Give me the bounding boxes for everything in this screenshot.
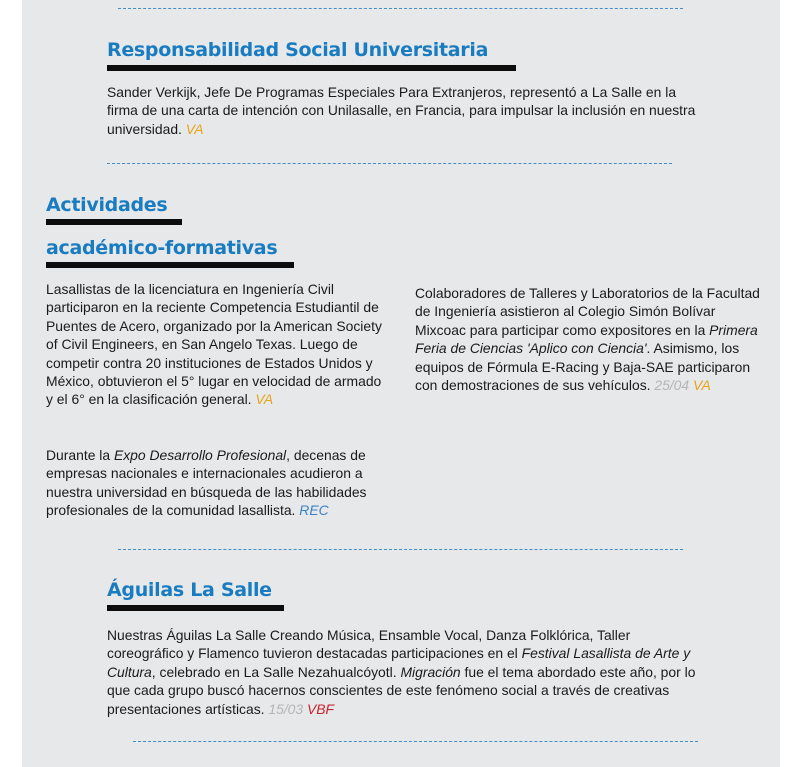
aguilas-text-middle: , celebrado en La Salle Nezahualcóyotl. (151, 663, 397, 680)
aguilas-emphasis-festival: Festival Lasallista de Arte y Cultura (107, 645, 691, 680)
actividades-item-talleres (415, 284, 767, 394)
item-text-after: , decenas de empresas nacionales e internacionales acudieron a nuestra universidad en búsqueda de las habilidades profesionales de la comunidad lasallista. (46, 447, 367, 519)
section-title-aguilas: Águilas La Salle (107, 579, 272, 601)
date-label: 15/03 (268, 700, 304, 717)
item-text-before: Colaboradores de Talleres y Laboratorios de la Facultad de Ingeniería asistieron al Colegio Simón Bolívar Mixcoac para participar como expositores en la (415, 285, 760, 338)
item-text-after: . Asimismo, los equipos de Fórmula E-Racing y Baja-SAE participaron con demostraciones de sus vehículos. (415, 340, 751, 394)
section-title-actividades-line2: académico-formativas (46, 237, 278, 259)
rsu-paragraph (107, 83, 697, 138)
author-tag: VBF (307, 700, 335, 717)
aguilas-text-after: fue el tema abordado este año, por lo que cada grupo buscó hacernos conscientes de este fenómeno social a través de creativas presentaciones artísticas. (107, 663, 696, 717)
title-underline (46, 262, 294, 268)
section-title-rsu: Responsabilidad Social Universitaria (107, 39, 489, 61)
aguilas-paragraph (107, 626, 697, 718)
divider (118, 549, 683, 550)
divider (107, 163, 672, 164)
item-text-before: Durante la (46, 447, 111, 463)
author-tag: VA (255, 391, 274, 408)
item-emphasis: Primera Feria de Ciencias 'Aplico con Ciencia' (415, 321, 758, 357)
title-underline (107, 605, 284, 611)
aguilas-emphasis-migracion: Migración (400, 663, 461, 680)
author-tag: VA (185, 120, 204, 137)
actividades-item-ingenieria-civil (46, 280, 390, 409)
item-text: Lasallistas de la licenciatura en Ingeniería Civil participaron en la reciente Competencia Estudiantil de Puentes de Acero, organizado por la American Society of Civil Engineers, en San Angelo Texas. Luego de competir contra 20 instituciones de Estados Unidos y México, obtuvieron el 5° lugar en velocidad de armado y el 6° en la clasificación general. (46, 281, 382, 408)
rsu-text: Sander Verkijk, Jefe De Programas Especiales Para Extranjeros, representó a La Salle en la firma de una carta de intención con Unilasalle, en Francia, para impulsar la inclusión en nuestra universidad. (107, 84, 696, 137)
item-emphasis: Expo Desarrollo Profesional (113, 447, 287, 463)
author-tag: REC (299, 502, 329, 519)
actividades-item-expo (46, 446, 390, 520)
divider (133, 741, 698, 742)
divider (118, 8, 683, 9)
title-underline (107, 65, 516, 71)
section-title-actividades-line1: Actividades (46, 194, 168, 216)
author-tag: VA (692, 377, 711, 394)
date-label: 25/04 (654, 377, 690, 394)
title-underline (46, 219, 182, 225)
aguilas-text-before: Nuestras Águilas La Salle Creando Música, Ensamble Vocal, Danza Folklórica, Taller coreográfico y Flamenco tuvieron destacadas participaciones en el (107, 627, 631, 662)
